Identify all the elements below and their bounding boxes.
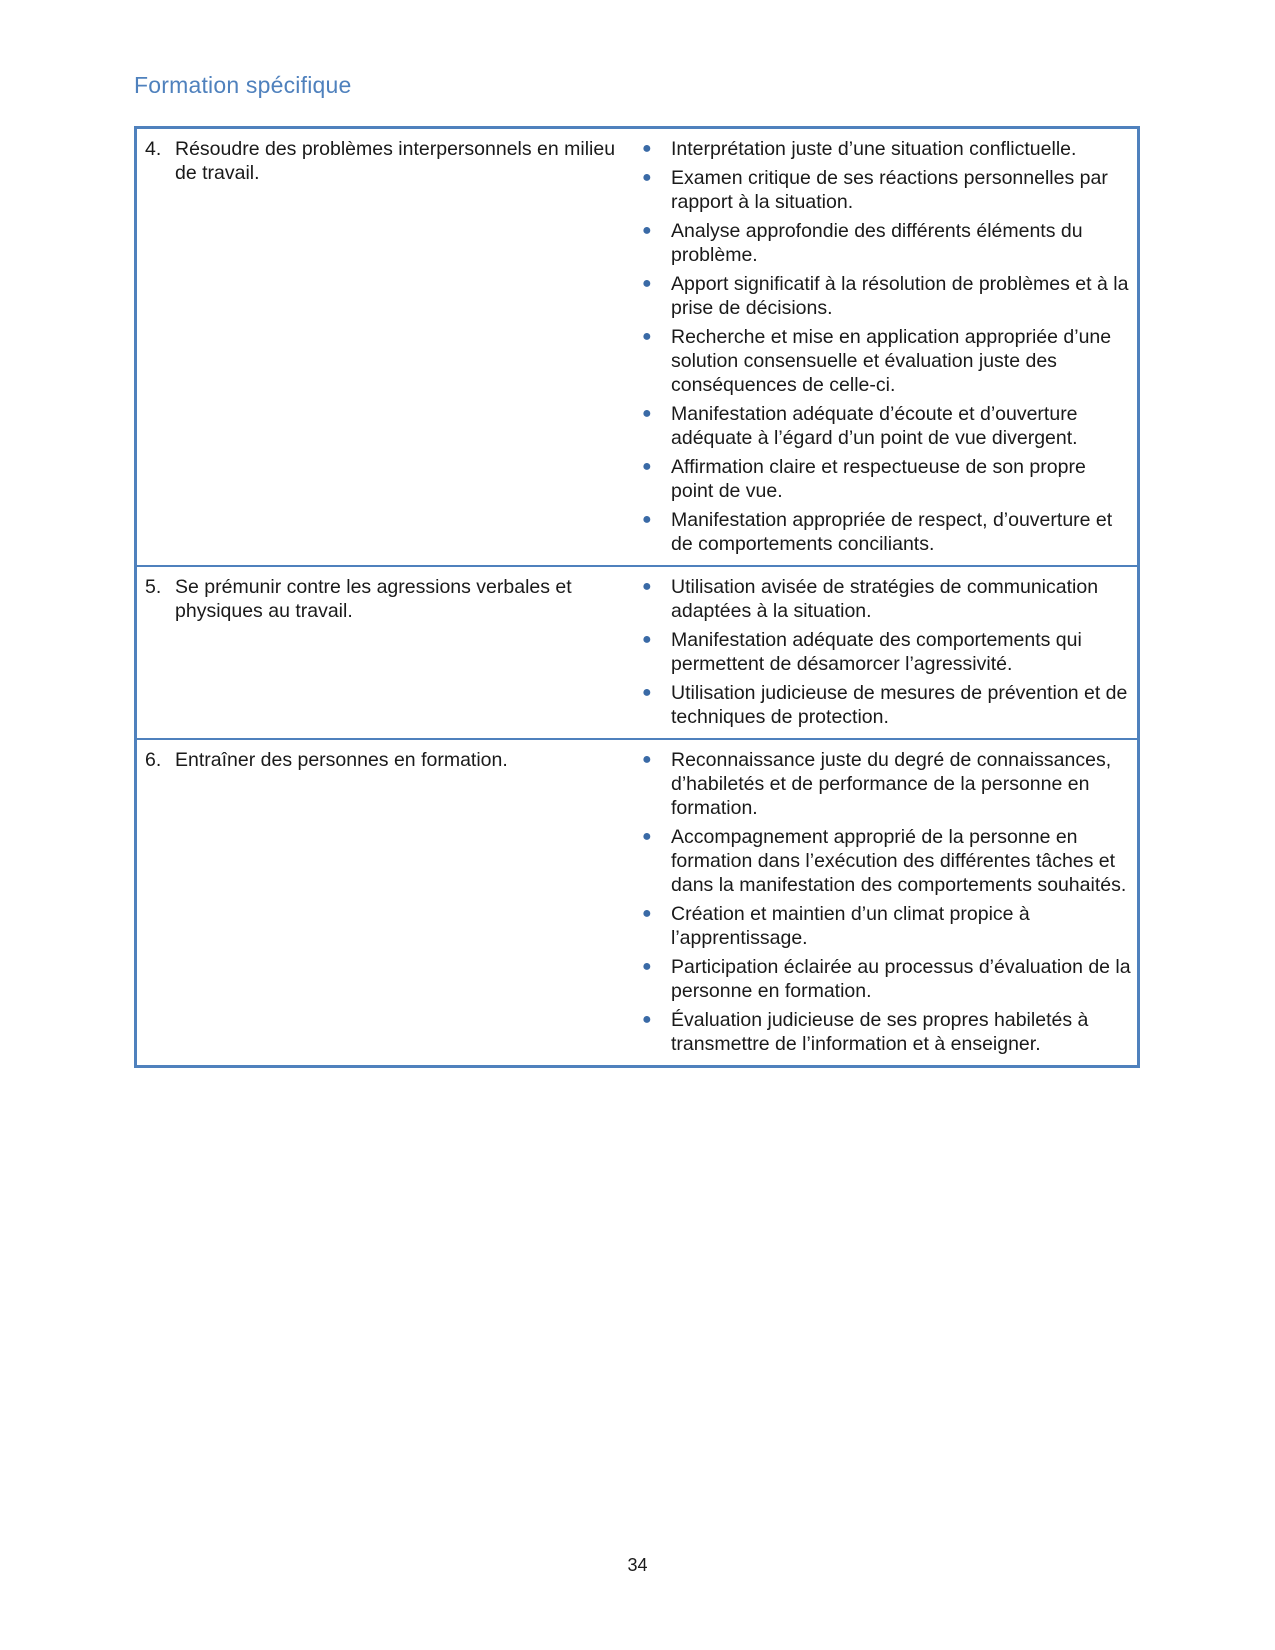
list-item bbox=[641, 272, 1131, 320]
list-item bbox=[641, 825, 1131, 897]
criterion-text: Utilisation judicieuse de mesures de prévention et de techniques de protection. bbox=[671, 682, 1128, 728]
criteria-cell bbox=[627, 740, 1137, 1065]
list-item bbox=[641, 508, 1131, 556]
criterion-text: Apport significatif à la résolution de problèmes et à la prise de décisions. bbox=[671, 273, 1129, 319]
bullet-dot-icon: ● bbox=[642, 958, 652, 975]
criterion-text: Recherche et mise en application appropriée d’une solution consensuelle et évaluation juste des conséquences de celle-ci. bbox=[671, 326, 1112, 396]
list-item bbox=[641, 325, 1131, 397]
bullet-dot-icon: ● bbox=[642, 631, 652, 648]
criterion-text: Manifestation adéquate des comportements qui permettent de désamorcer l’agressivité. bbox=[671, 629, 1082, 675]
bullet-dot-icon: ● bbox=[642, 511, 652, 528]
list-item bbox=[641, 219, 1131, 267]
criteria-list bbox=[641, 748, 1131, 1056]
bullet-dot-icon: ● bbox=[642, 828, 652, 845]
criterion-text: Utilisation avisée de stratégies de communication adaptées à la situation. bbox=[671, 576, 1099, 622]
criterion-text: Affirmation claire et respectueuse de son propre point de vue. bbox=[671, 456, 1086, 502]
list-item bbox=[641, 748, 1131, 820]
list-item bbox=[641, 955, 1131, 1003]
competency-cell bbox=[137, 567, 627, 738]
bullet-dot-icon: ● bbox=[642, 222, 652, 239]
page-number: 34 bbox=[627, 1555, 648, 1575]
competency-number: 6. bbox=[145, 749, 162, 771]
list-item bbox=[641, 628, 1131, 676]
criteria-cell bbox=[627, 567, 1137, 738]
bullet-dot-icon: ● bbox=[642, 140, 652, 157]
bullet-dot-icon: ● bbox=[642, 169, 652, 186]
criterion-text: Accompagnement approprié de la personne en formation dans l’exécution des différentes tâches et dans la manifestation des comportements souhaités. bbox=[671, 826, 1127, 896]
list-item bbox=[641, 575, 1131, 623]
table-row bbox=[137, 129, 1137, 565]
competency-cell bbox=[137, 740, 627, 1065]
competency-number: 4. bbox=[145, 138, 162, 160]
criterion-text: Examen critique de ses réactions personnelles par rapport à la situation. bbox=[671, 167, 1108, 213]
bullet-dot-icon: ● bbox=[642, 1011, 652, 1028]
competency-cell bbox=[137, 129, 627, 565]
criterion-text: Reconnaissance juste du degré de connaissances, d’habiletés et de performance de la personne en formation. bbox=[671, 749, 1112, 819]
bullet-dot-icon: ● bbox=[642, 405, 652, 422]
criterion-text: Manifestation adéquate d’écoute et d’ouverture adéquate à l’égard d’un point de vue divergent. bbox=[671, 403, 1078, 449]
competency-text: Entraîner des personnes en formation. bbox=[175, 749, 508, 771]
bullet-dot-icon: ● bbox=[642, 458, 652, 475]
list-item bbox=[641, 166, 1131, 214]
list-item bbox=[641, 1008, 1131, 1056]
list-item bbox=[641, 137, 1131, 161]
competency-criteria-table bbox=[134, 126, 1140, 1068]
criterion-text: Analyse approfondie des différents éléments du problème. bbox=[671, 220, 1083, 266]
table-row bbox=[137, 738, 1137, 1065]
list-item bbox=[641, 402, 1131, 450]
bullet-dot-icon: ● bbox=[642, 751, 652, 768]
table-row bbox=[137, 565, 1137, 738]
bullet-dot-icon: ● bbox=[642, 578, 652, 595]
competency-number: 5. bbox=[145, 576, 162, 598]
criterion-text: Participation éclairée au processus d’évaluation de la personne en formation. bbox=[671, 956, 1131, 1002]
list-item bbox=[641, 902, 1131, 950]
criteria-list bbox=[641, 137, 1131, 556]
criteria-cell bbox=[627, 129, 1137, 565]
section-title: Formation spécifique bbox=[134, 72, 352, 98]
competency-text: Se prémunir contre les agressions verbales et physiques au travail. bbox=[175, 576, 572, 622]
bullet-dot-icon: ● bbox=[642, 275, 652, 292]
bullet-dot-icon: ● bbox=[642, 905, 652, 922]
competency-text: Résoudre des problèmes interpersonnels en milieu de travail. bbox=[175, 138, 616, 184]
bullet-dot-icon: ● bbox=[642, 328, 652, 345]
criterion-text: Création et maintien d’un climat propice à l’apprentissage. bbox=[671, 903, 1030, 949]
criterion-text: Manifestation appropriée de respect, d’ouverture et de comportements conciliants. bbox=[671, 509, 1113, 555]
criterion-text: Évaluation judicieuse de ses propres habiletés à transmettre de l’information et à enseigner. bbox=[671, 1009, 1089, 1055]
list-item bbox=[641, 455, 1131, 503]
list-item bbox=[641, 681, 1131, 729]
bullet-dot-icon: ● bbox=[642, 684, 652, 701]
criteria-list bbox=[641, 575, 1131, 729]
criterion-text: Interprétation juste d’une situation conflictuelle. bbox=[671, 138, 1077, 160]
